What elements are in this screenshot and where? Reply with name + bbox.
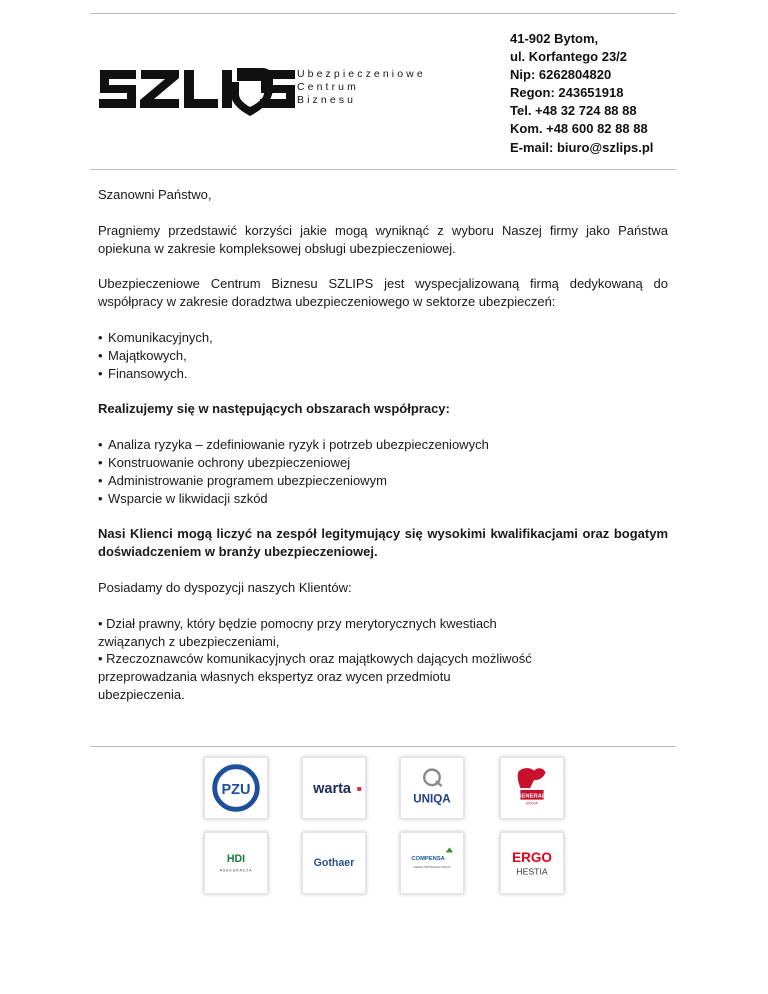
- logo-subtitle-line: Biznesu: [297, 94, 357, 106]
- pzu-logo: [204, 757, 268, 819]
- contact-line: Kom. +48 600 82 88 88: [510, 121, 648, 137]
- compensa-text: COMPENSA: [411, 856, 445, 863]
- pzu-text: PZU: [221, 781, 251, 798]
- compensa-leaf: [446, 848, 454, 853]
- list-item: • Wsparcie w likwidacji szkód: [98, 490, 668, 508]
- list-item: • Rzeczoznawców komunikacyjnych oraz majątkowych dających możliwość przeprowadzania własnych ekspertyz oraz wycen przedmiotu ubezpieczenia.: [98, 651, 532, 702]
- company-logo: [98, 62, 458, 118]
- wordmark-letters: [99, 68, 295, 116]
- warta-text: warta: [313, 780, 352, 797]
- uniqa-logo: [400, 757, 464, 819]
- uniqa-text: UNIQA: [413, 792, 451, 806]
- intro-paragraph: Pragniemy przedstawić korzyści jakie mogą wyniknąć z wyboru Naszej firmy jako Państwa opiekuna w zakresie kompleksowej obsługi ubezpieczeniowej.: [98, 222, 668, 256]
- list-item: • Analiza ryzyka – zdefiniowanie ryzyk i potrzeb ubezpieczeniowych: [98, 436, 668, 454]
- generali-text: GENERALI: [517, 793, 547, 800]
- contact-line: Tel. +48 32 724 88 88: [510, 103, 637, 119]
- partner-logos: [204, 757, 568, 877]
- areas-list: [98, 436, 668, 507]
- footer-divider: [90, 746, 676, 747]
- logo-subtitle-line: Centrum: [297, 81, 359, 93]
- list-item: • Administrowanie programem ubezpieczeniowym: [98, 472, 668, 490]
- warta-dot: [357, 787, 361, 791]
- list-item: • Konstruowanie ochrony ubezpieczeniowej: [98, 454, 668, 472]
- specialization-paragraph: Ubezpieczeniowe Centrum Biznesu SZLIPS jest wyspecjalizowaną firmą dedykowaną do współpracy w zakresie doradztwa ubezpieczeniowego w sektorze ubezpieczeń:: [98, 276, 668, 310]
- compensa-logo: [400, 832, 464, 894]
- gothaer-logo: [302, 832, 366, 894]
- ergo-text: ERGO: [512, 850, 552, 866]
- list-item: • Dział prawny, który będzie pomocny przy merytorycznych kwestiach związanych z ubezpieczeniami,: [98, 615, 497, 649]
- contact-email[interactable]: E-mail: biuro@szlips.pl: [510, 139, 654, 155]
- header-divider: [90, 169, 676, 170]
- compensa-sub: VIENNA INSURANCE GROUP: [413, 865, 451, 869]
- ergo-hestia-logo: [500, 832, 564, 894]
- hdi-text: HDI: [226, 853, 246, 866]
- contact-details: [510, 30, 653, 157]
- contact-line: ul. Korfantego 23/2: [510, 49, 628, 65]
- sectors-list: [98, 329, 668, 382]
- warta-logo: [302, 757, 366, 819]
- generali-lion: [518, 768, 546, 788]
- szlips-wordmark: [98, 62, 298, 118]
- logo-subtitle-line: Ubezpieczeniowe: [297, 68, 426, 80]
- resources-intro: Posiadamy do dyspozycji naszych Klientów:: [98, 579, 352, 595]
- contact-line: Regon: 243651918: [510, 85, 624, 101]
- list-item: • Majątkowych,: [98, 347, 668, 365]
- resources-list: [98, 615, 538, 704]
- resource-text: Dział prawny, który będzie pomocny przy merytorycznych kwestiach związanych z ubezpieczeniami,: [98, 615, 497, 649]
- gothaer-text: Gothaer: [313, 856, 355, 869]
- list-item: • Komunikacyjnych,: [98, 329, 668, 347]
- generali-sub: GROUP: [525, 801, 539, 806]
- hestia-text: HESTIA: [516, 866, 548, 877]
- hdi-logo: [204, 832, 268, 894]
- letter-body: [98, 186, 668, 704]
- top-divider: [90, 13, 676, 14]
- areas-heading: Realizujemy się w następujących obszarach współpracy:: [98, 401, 450, 417]
- generali-logo: [500, 757, 564, 819]
- contact-line: Nip: 6262804820: [510, 67, 612, 83]
- resource-text: Rzeczoznawców komunikacyjnych oraz majątkowych dających możliwość przeprowadzania własnych ekspertyz oraz wycen przedmiotu ubezpieczenia.: [98, 651, 532, 702]
- list-item: • Finansowych.: [98, 365, 668, 383]
- logo-subtitle: [297, 68, 426, 107]
- clients-statement: Nasi Klienci mogą liczyć na zespół legitymujący się wysokimi kwalifikacjami oraz bogatym doświadczeniem w branży ubezpieczeniowej.: [98, 526, 668, 560]
- greeting: Szanowni Państwo,: [98, 187, 212, 202]
- contact-line: 41-902 Bytom,: [510, 31, 599, 46]
- hdi-sub: ASEKURACJA: [219, 868, 253, 873]
